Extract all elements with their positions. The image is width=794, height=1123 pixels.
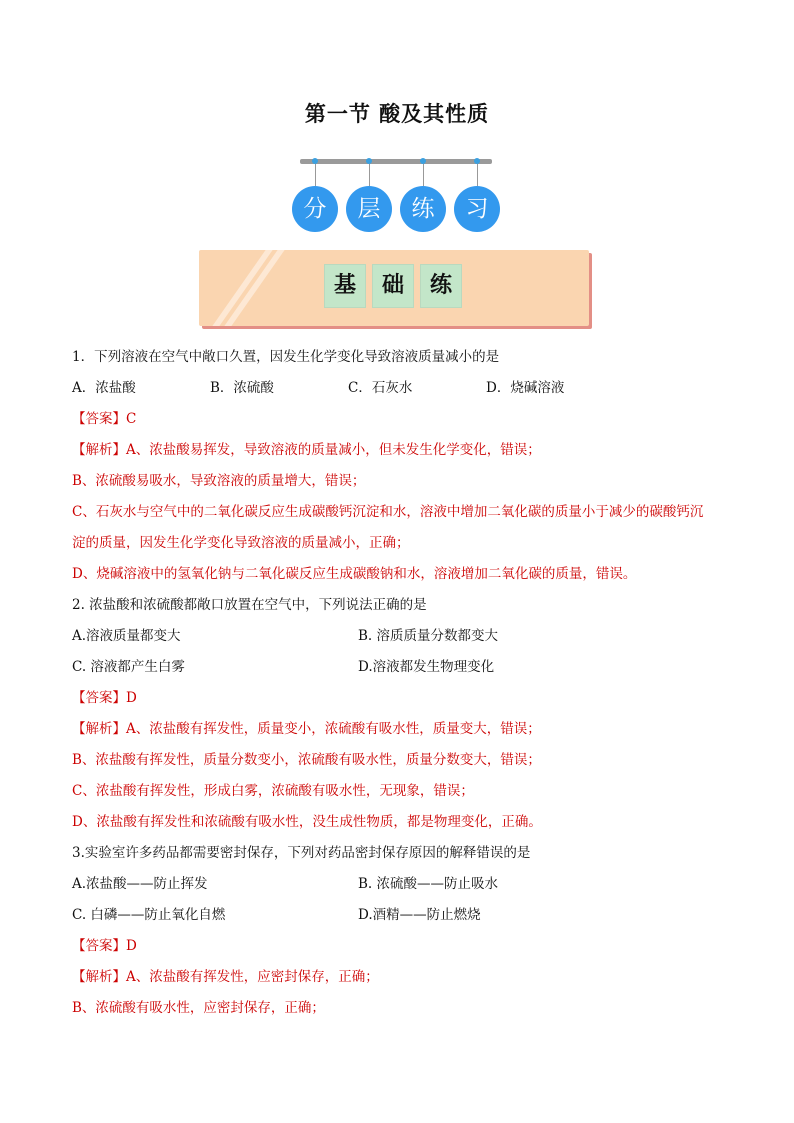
analysis-tag: 【解析】 (72, 442, 126, 458)
analysis-line (72, 435, 732, 466)
banner-stripe (224, 250, 284, 326)
badge-string (477, 164, 478, 186)
question-3 (72, 838, 732, 1024)
banner-stripe (212, 250, 272, 326)
analysis-text: A、浓盐酸有挥发性，质量变小，浓硫酸有吸水性，质量变大，错误； (126, 721, 541, 737)
analysis-line: D、浓盐酸有挥发性和浓硫酸有吸水性，没生成性物质，都是物理变化，正确。 (72, 814, 542, 830)
question-stem: 2. 浓盐酸和浓硫酸都敞口放置在空气中，下列说法正确的是 (72, 597, 427, 613)
analysis-line: B、浓盐酸有挥发性，质量分数变小，浓硫酸有吸水性，质量分数变大，错误； (72, 752, 541, 768)
analysis-tag: 【解析】 (72, 969, 126, 985)
option-a: A.溶液质量都变大 (72, 628, 181, 644)
analysis-line: D、烧碱溶液中的氢氧化钠与二氧化碳反应生成碳酸钠和水，溶液增加二氧化碳的质量，错误。 (72, 566, 637, 582)
badge-string (369, 164, 370, 186)
answer-line (72, 404, 732, 435)
option-d: D.溶液都发生物理变化 (358, 659, 495, 675)
question-2 (72, 590, 732, 838)
option-b: B. 溶质质量分数都变大 (358, 628, 499, 644)
option-c: C. 溶液都产生白雾 (72, 659, 185, 675)
badge-circle: 层 (346, 186, 392, 232)
banner-tile: 练 (420, 264, 462, 308)
badge-circle: 练 (400, 186, 446, 232)
option-row (72, 869, 732, 900)
option-row (72, 652, 732, 683)
analysis-line: C、浓盐酸有挥发性，形成白雾，浓硫酸有吸水性，无现象，错误； (72, 783, 474, 799)
answer-tag: 【答案】 (72, 690, 126, 706)
answer-value: C (126, 411, 137, 427)
answer-value: D (126, 938, 137, 954)
analysis-line: B、浓硫酸有吸水性，应密封保存，正确； (72, 1000, 325, 1016)
analysis-line: B、浓硫酸易吸水，导致溶液的质量增大，错误； (72, 473, 366, 489)
analysis-text: A、浓盐酸易挥发，导致溶液的质量减小，但未发生化学变化，错误； (126, 442, 541, 458)
banner-tile: 础 (372, 264, 414, 308)
option-row (72, 373, 732, 404)
answer-line (72, 931, 732, 962)
badge-circle: 分 (292, 186, 338, 232)
analysis-line: C、石灰水与空气中的二氧化碳反应生成碳酸钙沉淀和水，溶液中增加二氧化碳的质量小于减少的碳酸钙沉 (72, 504, 704, 520)
question-stem: 1．下列溶液在空气中敞口久置，因发生化学变化导致溶液质量减小的是 (72, 349, 500, 365)
analysis-line: 淀的质量，因发生化学变化导致溶液的质量减小，正确； (72, 535, 410, 551)
badge-circle: 习 (454, 186, 500, 232)
question-1 (72, 342, 732, 590)
badge-string (423, 164, 424, 186)
analysis-tag: 【解析】 (72, 721, 126, 737)
page-title: 第一节 酸及其性质 (304, 102, 490, 126)
question-stem: 3.实验室许多药品都需要密封保存，下列对药品密封保存原因的解释错误的是 (72, 845, 531, 861)
answer-tag: 【答案】 (72, 938, 126, 954)
answer-value: D (126, 690, 137, 706)
answer-tag: 【答案】 (72, 411, 126, 427)
option-c: C. 白磷——防止氧化自燃 (72, 907, 226, 923)
option-b: B．浓硫酸 (210, 380, 274, 396)
analysis-line (72, 962, 732, 993)
question-list (72, 342, 732, 1024)
badge-hanger-bar (300, 159, 492, 164)
option-a: A．浓盐酸 (72, 380, 136, 396)
option-d: D.酒精——防止燃烧 (358, 907, 481, 923)
option-a: A.浓盐酸——防止挥发 (72, 876, 208, 892)
banner-tile: 基 (324, 264, 366, 308)
option-c: C．石灰水 (348, 380, 413, 396)
option-b: B. 浓硫酸——防止吸水 (358, 876, 499, 892)
option-row (72, 621, 732, 652)
option-row (72, 900, 732, 931)
badge-string (315, 164, 316, 186)
answer-line (72, 683, 732, 714)
analysis-line (72, 714, 732, 745)
option-d: D．烧碱溶液 (486, 380, 565, 396)
analysis-text: A、浓盐酸有挥发性，应密封保存，正确； (126, 969, 379, 985)
